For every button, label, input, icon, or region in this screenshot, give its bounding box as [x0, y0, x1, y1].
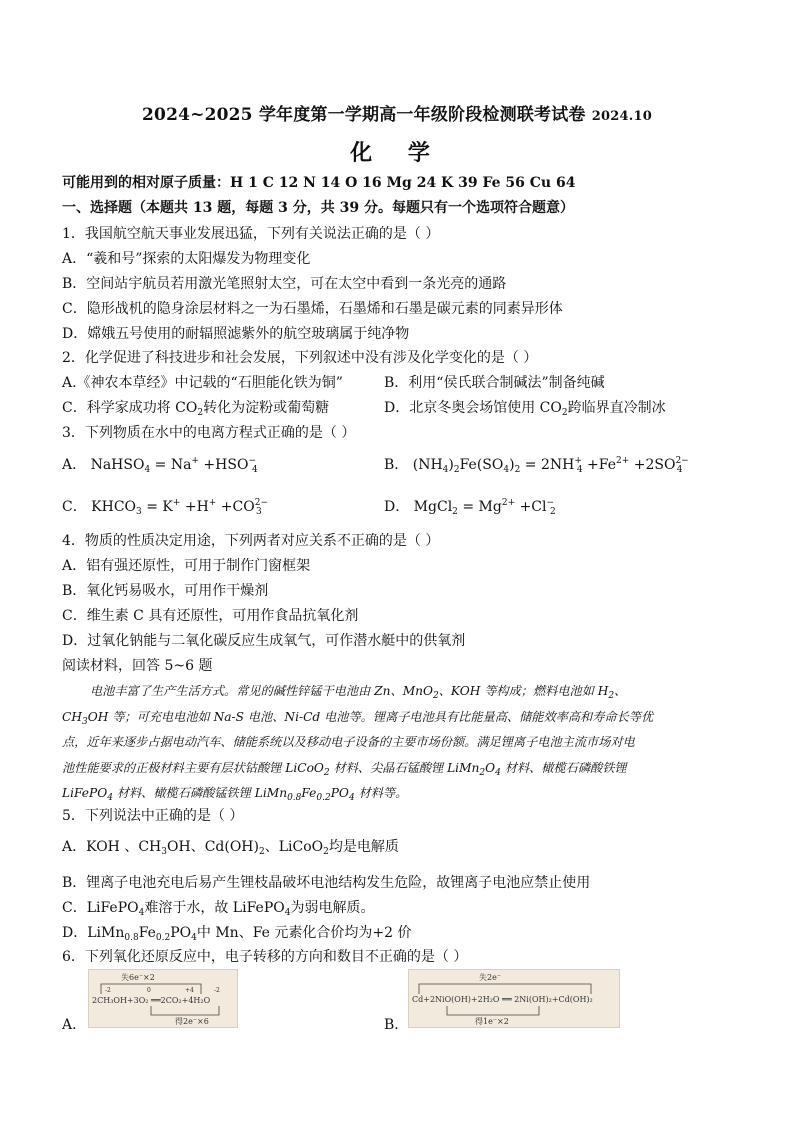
- svg-text:2CH₃OH+3O₂ ══2CO₂+4H₂O: 2CH₃OH+3O₂ ══2CO₂+4H₂O: [92, 996, 211, 1005]
- q2-option-a: A.《神农本草经》中记载的“石胆能化铁为铜”: [62, 375, 343, 391]
- q6-option-a-label: A．: [62, 1017, 87, 1033]
- atomic-masses: 可能用到的相对原子质量：H 1 C 12 N 14 O 16 Mg 24 K 39 Fe 56 Cu 64: [62, 175, 576, 191]
- q5-option-c: C．LiFePO$_4$难溶于水，故 LiFePO$_4$为弱电解质。: [62, 900, 375, 918]
- svg-text:得1e⁻×2: 得1e⁻×2: [475, 1017, 509, 1026]
- svg-text:0: 0: [147, 987, 151, 994]
- q6-option-b-image: [408, 969, 620, 1028]
- q5-option-d: D．$LiMn_{0.8}Fe_{0.2}PO_4$中 Mn、Fe 元素化合价均为+2 价: [62, 925, 412, 943]
- title-text: 2024~2025 学年度第一学期高一年级阶段检测联考试卷: [142, 105, 586, 125]
- electron-transfer-diagram-b: [409, 970, 619, 1027]
- q3-option-a: A． NaHSO$_4$ = $Na^+ +HSO^-_4$: [62, 456, 258, 475]
- q3-option-c: C． $KHCO_3 = K^+ +H^+ +CO^{2-}_3$: [62, 498, 268, 517]
- q6-option-a-image: [88, 969, 238, 1028]
- q3-stem: 3．下列物质在水中的电离方程式正确的是（ ）: [62, 425, 356, 441]
- q1-option-c: C．隐形战机的隐身涂层材料之一为石墨烯，石墨烯和石墨是碳元素的同素异形体: [62, 301, 563, 317]
- q4-option-d: D．过氧化钠能与二氧化碳反应生成氧气，可作潜水艇中的供氧剂: [62, 633, 466, 649]
- exam-title: [0, 100, 794, 125]
- q6-option-b-label: B．: [384, 1017, 409, 1033]
- q2-option-c: C．科学家成功将 $CO_2$转化为淀粉或葡萄糖: [62, 400, 330, 418]
- svg-text:失6e⁻×2: 失6e⁻×2: [121, 973, 155, 982]
- q6-stem: 6．下列氧化还原反应中，电子转移的方向和数目不正确的是（ ）: [62, 949, 468, 965]
- svg-text:失2e⁻: 失2e⁻: [479, 973, 502, 982]
- q2-stem: 2．化学促进了科技进步和社会发展，下列叙述中没有涉及化学变化的是（ ）: [62, 350, 538, 366]
- electron-transfer-diagram-a: [89, 970, 237, 1027]
- q4-option-a: A．铝有强还原性，可用于制作门窗框架: [62, 558, 311, 574]
- q3-option-b: B． $(NH_4)_2Fe(SO_4)_2 = 2NH^+_4 +Fe^{2+} +2SO^{2-}_4$: [384, 456, 689, 475]
- q1-option-b: B．空间站宇航员若用激光笔照射太空，可在太空中看到一条光亮的通路: [62, 276, 507, 292]
- q4-option-b: B．氧化钙易吸水，可用作干燥剂: [62, 583, 269, 599]
- exam-date: 2024.10: [591, 109, 652, 124]
- reading-intro: 阅读材料，回答 5~6 题: [62, 658, 213, 674]
- q5-option-a: A．KOH 、$CH_3OH$、$Cd(OH)_2$、LiCoO$_2$均是电解质: [62, 839, 399, 857]
- subject-title: 化 学: [350, 140, 444, 166]
- svg-text:Cd+2NiO(OH)+2H₂O ══ 2Ni(OH)₂+C: Cd+2NiO(OH)+2H₂O ══ 2Ni(OH)₂+Cd(OH)₂: [412, 995, 593, 1004]
- q1-option-a: A．“羲和号”探索的太阳爆发为物理变化: [62, 251, 311, 267]
- q4-option-c: C．维生素 C 具有还原性，可用作食品抗氧化剂: [62, 608, 359, 624]
- svg-text:-2: -2: [214, 987, 220, 994]
- q4-stem: 4．物质的性质决定用途，下列两者对应关系不正确的是（ ）: [62, 533, 440, 549]
- q1-stem: 1．我国航空航天事业发展迅猛，下列有关说法正确的是（ ）: [62, 226, 440, 242]
- q5-stem: 5．下列说法中正确的是（ ）: [62, 808, 244, 824]
- reading-passage: 电池丰富了生产生活方式。常见的碱性锌锰干电池由 Zn、MnO$_2$、KOH 等构成；燃料电池如 $H_2$、 $CH_3OH$ 等；可充电电池如 Na-S 电池、Ni-Cd 电池等。锂离子电池具有比能量高、储能效率高和寿命长等优 点，近年来逐步占据电动汽车、储能系统以及移动电子设备的主要市场份额。满足锂离子电池主流市场对电 池性能要求的正极材料主要有层状钴酸锂 LiCoO$_2$ 材料、尖晶石锰酸锂 $LiMn_2O_4$ 材料、橄榄石磷酸铁锂 LiFePO$_4$ 材料、橄榄石磷酸锰铁锂 $LiMn_{0.8}Fe_{0.2}PO_4$ 材料等。: [62, 684, 654, 803]
- q5-option-b: B．锂离子电池充电后易产生锂枝晶破坏电池结构发生危险，故锂离子电池应禁止使用: [62, 875, 591, 891]
- q3-option-d: D． MgCl$_2$ = $Mg^{2+} +Cl^-_2$: [384, 498, 556, 517]
- svg-text:-2: -2: [105, 987, 111, 994]
- svg-text:+4: +4: [185, 987, 194, 994]
- section-heading: 一、选择题（本题共 13 题，每题 3 分，共 39 分。每题只有一个选项符合题意）: [62, 200, 574, 216]
- q2-option-b: B．利用“侯氏联合制碱法”制备纯碱: [384, 375, 605, 391]
- svg-text:得2e⁻×6: 得2e⁻×6: [175, 1017, 209, 1026]
- q2-option-d: D．北京冬奥会场馆使用 $CO_2$跨临界直冷制冰: [384, 400, 666, 418]
- q1-option-d: D．嫦娥五号使用的耐辐照滤紫外的航空玻璃属于纯净物: [62, 326, 410, 342]
